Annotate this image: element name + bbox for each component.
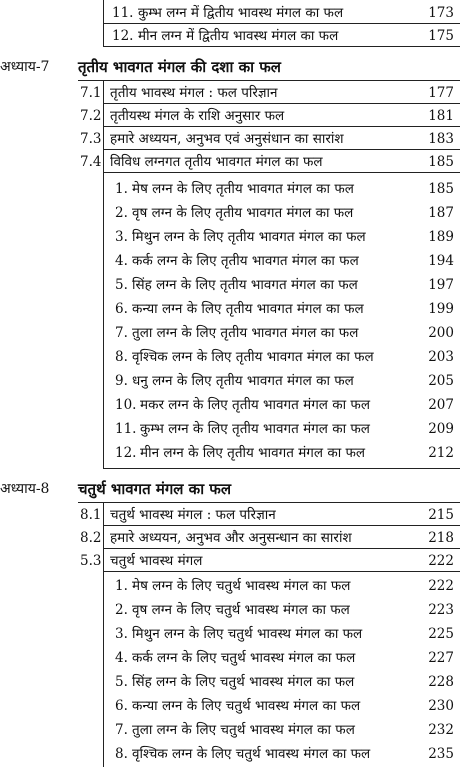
entry-page: 227 <box>428 650 454 666</box>
entry-page: 177 <box>428 85 454 101</box>
toc-subentry <box>0 322 460 344</box>
toc-entry <box>0 504 460 526</box>
entry-number: 3. <box>115 229 128 245</box>
chapter-title: तृतीय भावगत मंगल की दशा का फल <box>78 58 281 76</box>
entry-title: मकर लग्न के लिए तृतीय भावगत मंगल का फल <box>140 397 370 413</box>
entry-page: 232 <box>428 722 454 738</box>
entry-page: 230 <box>428 698 454 714</box>
entry-page: 235 <box>428 746 454 762</box>
entry-title: हमारे अध्ययन, अनुभव एवं अनुसंधान का सारांश <box>110 131 344 147</box>
entry-number: 4. <box>115 650 128 666</box>
entry-title: मिथुन लग्न के लिए तृतीय भावगत मंगल का फल <box>132 229 366 245</box>
entry-number: 7. <box>115 325 128 341</box>
entry-title: कन्या लग्न के लिए चतुर्थ भावस्थ मंगल का फल <box>132 698 361 714</box>
toc-entry <box>0 105 460 127</box>
entry-number: 11. <box>115 421 137 437</box>
toc-entry <box>0 527 460 549</box>
entry-number: 8. <box>115 349 128 365</box>
entry-title: मेष लग्न के लिए चतुर्थ भावस्थ मंगल का फल <box>132 578 351 594</box>
entry-page: 175 <box>428 28 454 44</box>
entry-number: 12. <box>112 28 134 44</box>
entry-page: 183 <box>428 131 454 147</box>
entry-title: कुम्भ लग्न के लिए तृतीय भावगत मंगल का फल <box>140 421 370 437</box>
entry-title: तृतीय भावस्थ मंगल : फल परिज्ञान <box>110 85 278 101</box>
entry-title: सिंह लग्न के लिए चतुर्थ भावस्थ मंगल का फल <box>132 674 355 690</box>
entry-page: 189 <box>428 229 454 245</box>
toc-subentry <box>0 671 460 693</box>
entry-number: 3. <box>115 626 128 642</box>
chapter-title: चतुर्थ भावगत मंगल का फल <box>78 480 232 498</box>
entry-number: 8.2 <box>80 530 102 546</box>
toc-subentry <box>0 719 460 741</box>
entry-number: 5.3 <box>80 553 102 569</box>
entry-page: 194 <box>428 253 454 269</box>
entry-page: 223 <box>428 602 454 618</box>
toc-entry <box>0 82 460 104</box>
rule-horizontal <box>103 468 460 469</box>
entry-title: हमारे अध्ययन, अनुभव और अनुसन्धान का सारांश <box>110 530 352 546</box>
toc-subentry <box>0 743 460 765</box>
entry-title: मेष लग्न के लिए तृतीय भावगत मंगल का फल <box>132 181 354 197</box>
entry-number: 5. <box>115 277 128 293</box>
entry-number: 1. <box>115 181 128 197</box>
rule-horizontal <box>78 80 460 81</box>
toc-subentry <box>0 250 460 272</box>
entry-title: वृष लग्न के लिए तृतीय भावगत मंगल का फल <box>132 205 354 221</box>
entry-page: 222 <box>428 553 454 569</box>
entry-number: 8.1 <box>80 507 102 523</box>
entry-title: चतुर्थ भावस्थ मंगल : फल परिज्ञान <box>110 507 276 523</box>
entry-number: 8. <box>115 746 128 762</box>
entry-number: 7.4 <box>80 154 102 170</box>
entry-page: 225 <box>428 626 454 642</box>
chapter-label: अध्याय-8 <box>0 481 50 497</box>
entry-title: मिथुन लग्न के लिए चतुर्थ भावस्थ मंगल का फल <box>132 626 363 642</box>
entry-title: कर्क लग्न के लिए तृतीय भावगत मंगल का फल <box>132 253 359 269</box>
toc-entry <box>0 550 460 572</box>
entry-title: कुम्भ लग्न में द्वितीय भावस्थ मंगल का फल <box>138 5 344 21</box>
toc-subentry <box>0 298 460 320</box>
entry-page: 212 <box>428 445 454 461</box>
entry-page: 187 <box>428 205 454 221</box>
entry-number: 6. <box>115 301 128 317</box>
entry-title: वृष लग्न के लिए चतुर्थ भावस्थ मंगल का फल <box>132 602 350 618</box>
entry-page: 185 <box>428 181 454 197</box>
entry-page: 205 <box>428 373 454 389</box>
toc-subentry <box>0 695 460 717</box>
toc-subentry <box>0 274 460 296</box>
entry-number: 6. <box>115 698 128 714</box>
entry-number: 5. <box>115 674 128 690</box>
entry-title: वृश्चिक लग्न के लिए चतुर्थ भावस्थ मंगल का फल <box>132 746 371 762</box>
entry-page: 228 <box>428 674 454 690</box>
entry-page: 218 <box>428 530 454 546</box>
toc-entry <box>0 128 460 150</box>
entry-number: 2. <box>115 205 128 221</box>
entry-number: 7.2 <box>80 108 102 124</box>
entry-page: 197 <box>428 277 454 293</box>
toc-entry <box>0 151 460 173</box>
toc-subentry <box>0 418 460 440</box>
toc-subentry <box>0 370 460 392</box>
entry-page: 199 <box>428 301 454 317</box>
entry-title: वृश्चिक लग्न के लिए तृतीय भावगत मंगल का फल <box>132 349 374 365</box>
toc-subentry <box>0 202 460 224</box>
rule-horizontal <box>78 502 460 503</box>
entry-number: 10. <box>115 397 137 413</box>
entry-number: 7. <box>115 722 128 738</box>
toc-entry <box>0 25 460 47</box>
entry-title: तुला लग्न के लिए तृतीय भावगत मंगल का फल <box>132 325 359 341</box>
chapter-heading <box>0 56 460 78</box>
toc-subentry <box>0 623 460 645</box>
entry-title: सिंह लग्न के लिए तृतीय भावगत मंगल का फल <box>132 277 358 293</box>
entry-page: 207 <box>428 397 454 413</box>
toc-subentry <box>0 442 460 464</box>
entry-page: 173 <box>428 5 454 21</box>
entry-page: 215 <box>428 507 454 523</box>
toc-subentry <box>0 575 460 597</box>
entry-number: 12. <box>115 445 137 461</box>
entry-title: कर्क लग्न के लिए चतुर्थ भावस्थ मंगल का फल <box>132 650 356 666</box>
entry-title: कन्या लग्न के लिए तृतीय भावगत मंगल का फल <box>132 301 364 317</box>
entry-page: 181 <box>428 108 454 124</box>
toc-subentry <box>0 647 460 669</box>
entry-number: 4. <box>115 253 128 269</box>
entry-title: धनु लग्न के लिए तृतीय भावगत मंगल का फल <box>132 373 354 389</box>
entry-title: तुला लग्न के लिए चतुर्थ भावस्थ मंगल का फल <box>132 722 355 738</box>
entry-title: मीन लग्न में द्वितीय भावस्थ मंगल का फल <box>138 28 339 44</box>
entry-number: 7.3 <box>80 131 102 147</box>
entry-number: 2. <box>115 602 128 618</box>
entry-page: 203 <box>428 349 454 365</box>
entry-page: 222 <box>428 578 454 594</box>
entry-page: 209 <box>428 421 454 437</box>
toc-entry <box>0 2 460 24</box>
toc-subentry <box>0 346 460 368</box>
entry-page: 200 <box>428 325 454 341</box>
chapter-label: अध्याय-7 <box>0 59 50 75</box>
entry-page: 185 <box>428 154 454 170</box>
chapter-heading <box>0 478 460 500</box>
entry-title: मीन लग्न के लिए तृतीय भावगत मंगल का फल <box>140 445 366 461</box>
toc-subentry <box>0 599 460 621</box>
entry-number: 7.1 <box>80 85 102 101</box>
entry-title: तृतीयस्थ मंगल के राशि अनुसार फल <box>110 108 285 124</box>
entry-number: 9. <box>115 373 128 389</box>
entry-title: चतुर्थ भावस्थ मंगल <box>110 553 203 569</box>
entry-number: 11. <box>112 5 134 21</box>
entry-title: विविध लग्नगत तृतीय भावगत मंगल का फल <box>110 154 323 170</box>
entry-number: 1. <box>115 578 128 594</box>
toc-subentry <box>0 394 460 416</box>
toc-subentry <box>0 226 460 248</box>
toc-subentry <box>0 178 460 200</box>
